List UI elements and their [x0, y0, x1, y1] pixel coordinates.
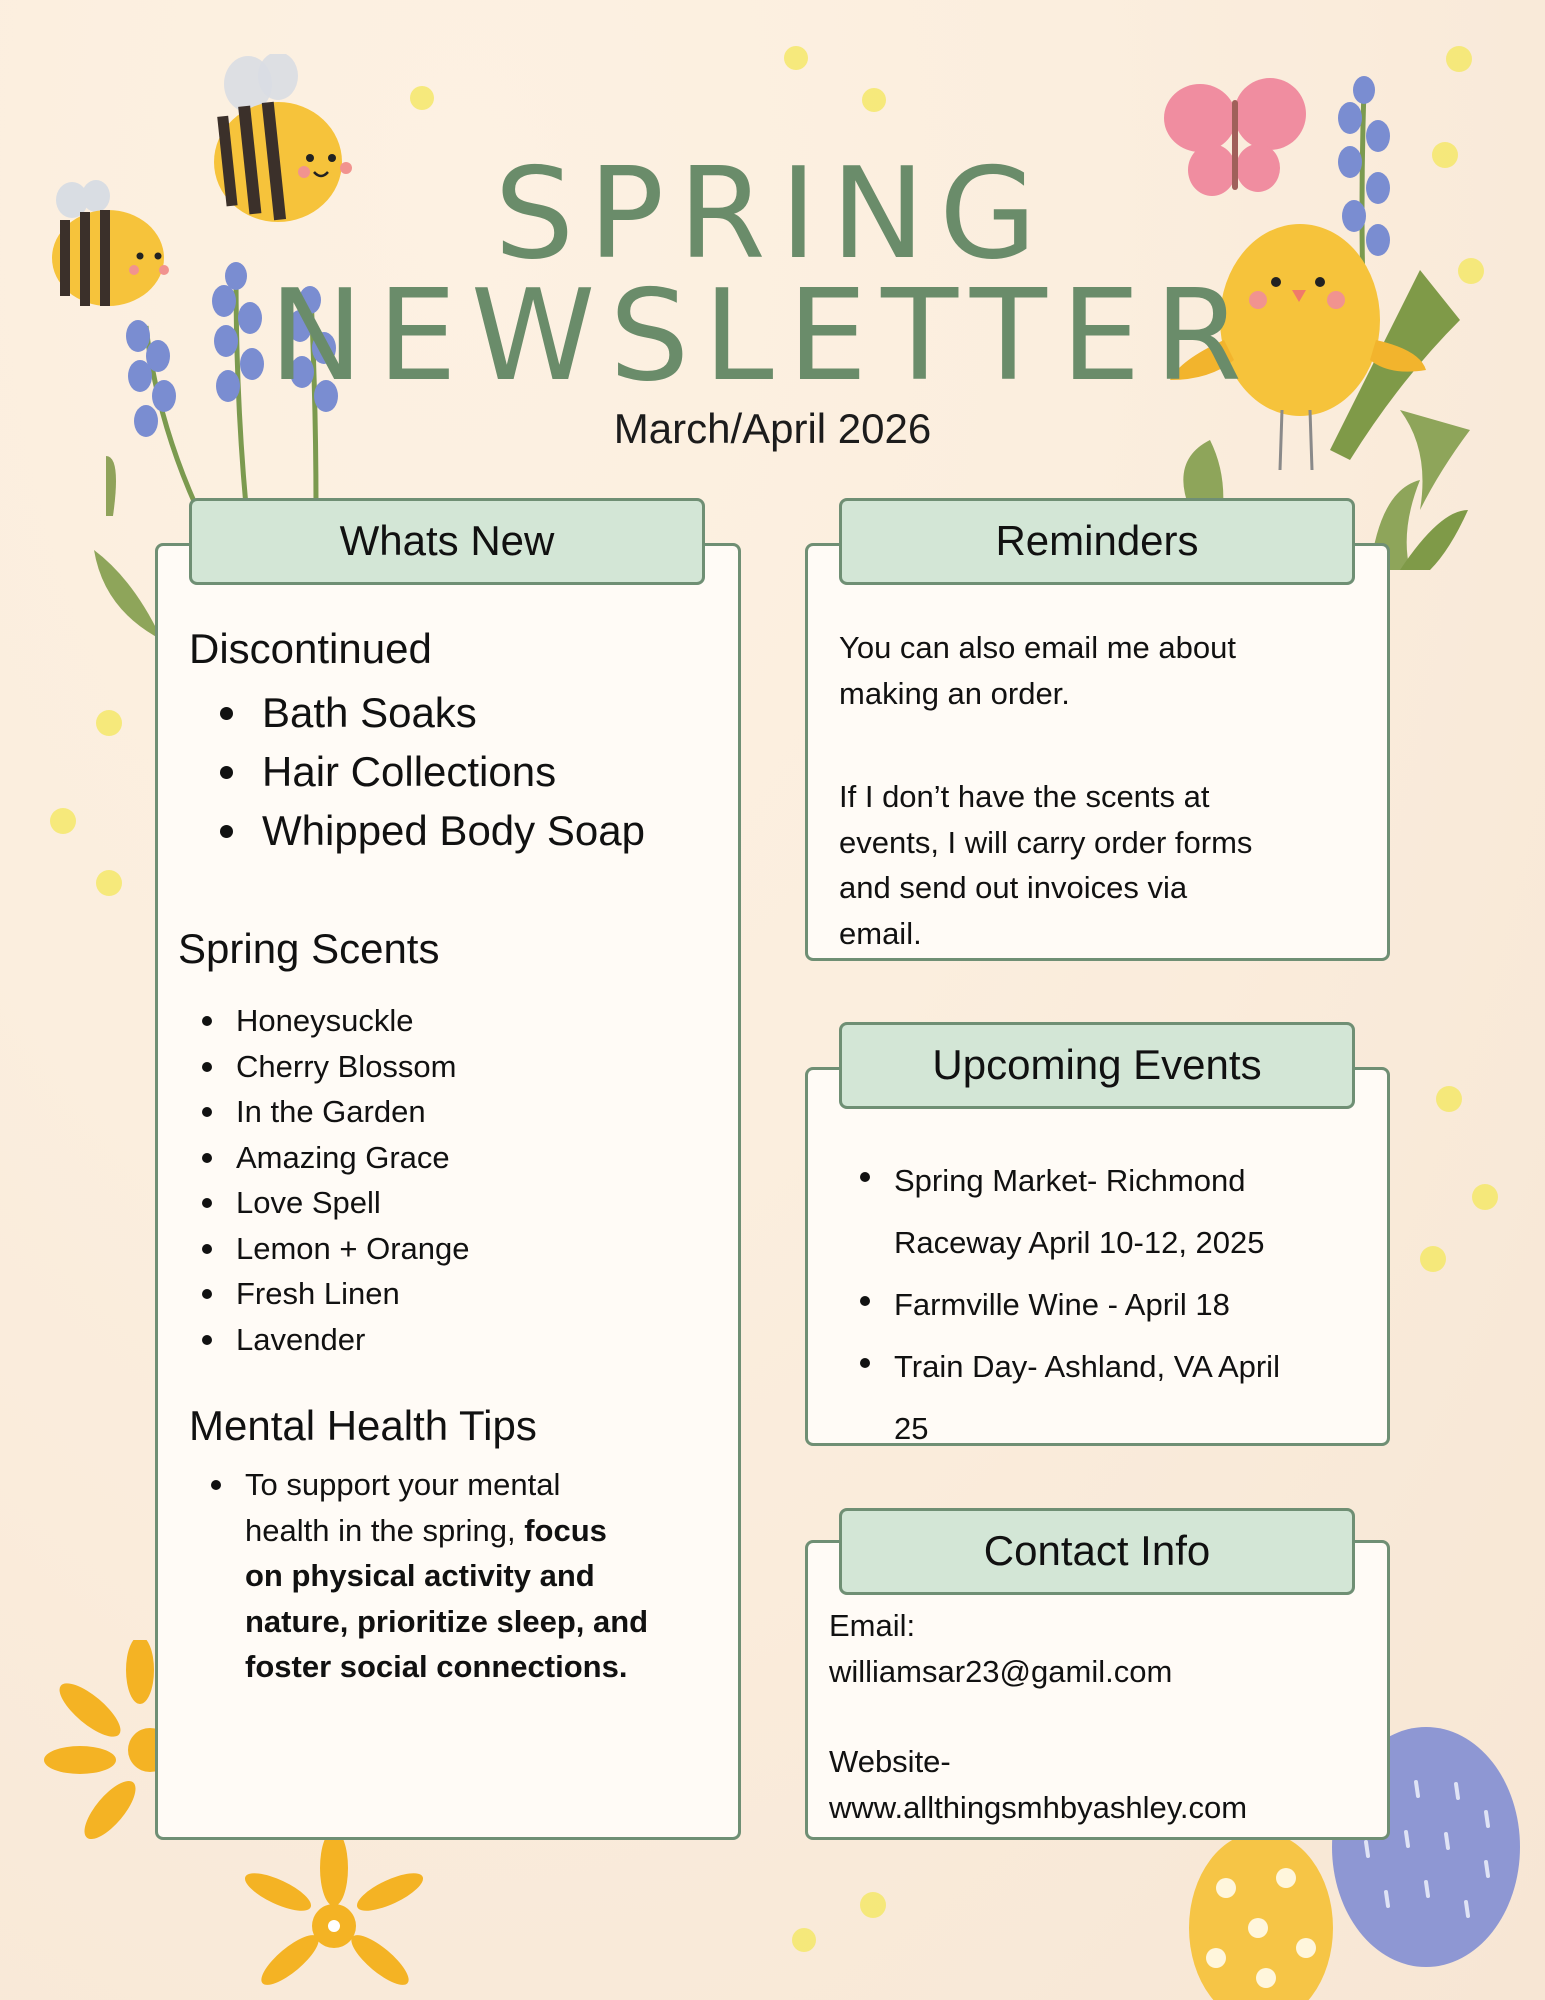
list-item: Bath Soaks: [262, 683, 645, 742]
reminder-line: You can also email me about: [839, 630, 1236, 665]
event-line: Train Day- Ashland, VA April: [894, 1349, 1280, 1384]
contact-tab: [839, 1508, 1355, 1595]
decor-dot: [96, 710, 122, 736]
list-item: Whipped Body Soap: [262, 801, 645, 860]
reminders-tab: [839, 498, 1355, 585]
newsletter-date: March/April 2026: [613, 405, 932, 452]
tip-line: health in the spring,: [245, 1512, 525, 1548]
list-item: Lavender: [236, 1317, 470, 1363]
mental-health-heading: Mental Health Tips: [189, 1402, 537, 1449]
spring-scents-heading: Spring Scents: [178, 925, 440, 972]
contact-text: [829, 1603, 1247, 1830]
tip-line-bold: nature, prioritize sleep, and: [245, 1603, 649, 1639]
decor-dot: [1446, 46, 1472, 72]
reminder-line: email.: [839, 915, 922, 951]
website-label: Website-: [829, 1744, 951, 1779]
reminder-line: events, I will carry order forms: [839, 824, 1253, 860]
event-line: Farmville Wine - April 18: [894, 1287, 1230, 1322]
events-tab-label: Upcoming Events: [932, 1041, 1262, 1088]
discontinued-list: [262, 683, 645, 860]
decor-dot: [862, 88, 886, 112]
reminders-tab-label: Reminders: [995, 517, 1199, 564]
whats-new-tab: [189, 498, 705, 585]
event-line: 25: [894, 1411, 929, 1446]
event-item: [894, 1150, 1280, 1274]
daisy-flower-icon: [40, 1640, 170, 1850]
decor-dot: [784, 46, 808, 70]
discontinued-heading: Discontinued: [189, 625, 432, 672]
tips-list: [245, 1462, 648, 1690]
reminder-line: If I don’t have the scents at: [839, 779, 1210, 814]
event-item: [894, 1274, 1280, 1336]
leaf-icon: [84, 540, 164, 650]
whats-new-tab-label: Whats New: [339, 517, 555, 564]
website-value[interactable]: www.allthingsmhbyashley.com: [829, 1789, 1248, 1825]
list-item: Honeysuckle: [236, 998, 470, 1044]
list-item: Hair Collections: [262, 742, 645, 801]
list-item: Amazing Grace: [236, 1135, 470, 1181]
list-item: In the Garden: [236, 1089, 470, 1135]
list-item: Cherry Blossom: [236, 1044, 470, 1090]
newsletter-title-line1: SPRING: [494, 140, 1051, 287]
tip-line-bold: on physical activity and: [245, 1558, 595, 1593]
event-line: Spring Market- Richmond: [894, 1163, 1246, 1198]
list-item: Lemon + Orange: [236, 1226, 470, 1272]
decor-dot: [792, 1928, 816, 1952]
event-line: Raceway April 10-12, 2025: [894, 1225, 1265, 1260]
decor-dot: [96, 870, 122, 896]
decor-dot: [50, 808, 76, 834]
decor-dot: [860, 1892, 886, 1918]
decor-dot: [1472, 1184, 1498, 1210]
decor-dot: [1436, 1086, 1462, 1112]
events-list: [894, 1150, 1280, 1460]
tip-line-bold: focus: [524, 1512, 607, 1548]
reminder-line: and send out invoices via: [839, 870, 1188, 905]
email-value[interactable]: williamsar23@gamil.com: [829, 1653, 1173, 1689]
tip-item: [245, 1462, 648, 1690]
reminders-text: [839, 625, 1252, 956]
events-tab: [839, 1022, 1355, 1109]
daisy-flower-icon: [230, 1830, 440, 2000]
easter-egg-icon: [1186, 1828, 1336, 2000]
reminder-line: making an order.: [839, 675, 1070, 711]
list-item: Love Spell: [236, 1180, 470, 1226]
tip-line: To support your mental: [245, 1467, 561, 1502]
tip-line-bold: foster social connections.: [245, 1649, 628, 1684]
contact-tab-label: Contact Info: [983, 1527, 1211, 1574]
scents-list: [236, 998, 470, 1362]
list-item: Fresh Linen: [236, 1271, 470, 1317]
newsletter-title-line2: NEWSLETTER: [268, 262, 1257, 409]
event-item: [894, 1336, 1280, 1460]
email-label: Email:: [829, 1608, 916, 1643]
decor-dot: [1420, 1246, 1446, 1272]
decor-dot: [410, 86, 434, 110]
